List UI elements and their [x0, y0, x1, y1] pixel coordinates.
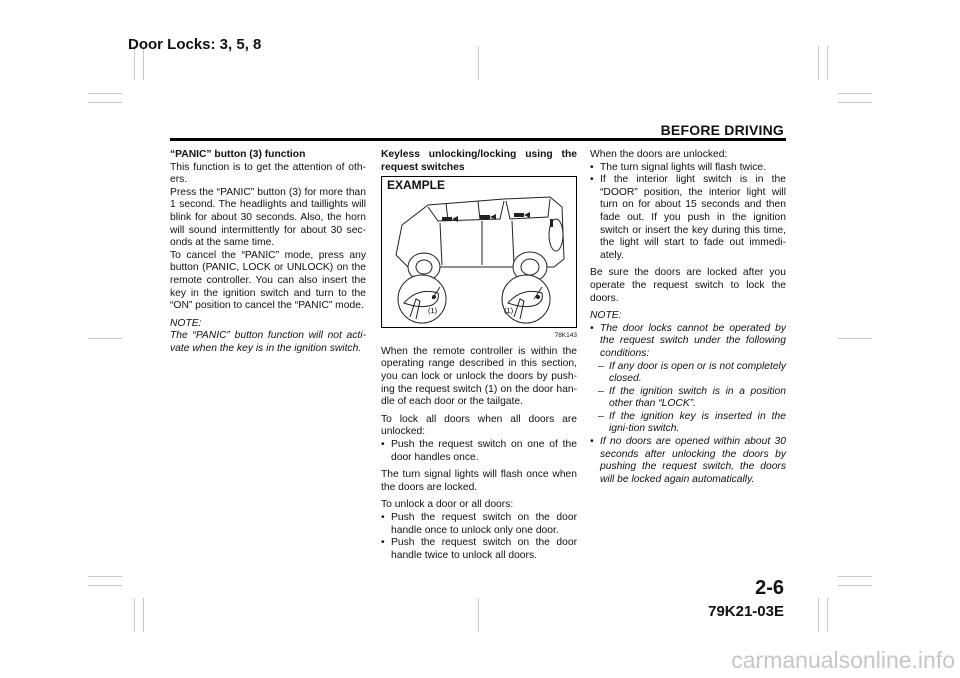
watermark: carmanualsonline.info — [731, 647, 955, 673]
crop-mark — [88, 338, 122, 339]
panic-para-2: Press the “PANIC” button (3) for more than 1 second. The headlights and taillights will blink for about 30 seconds. Also, the horn will sound intermittently for about 30 sec-onds at the same time. — [170, 186, 366, 249]
figure-code: 78K143 — [554, 332, 577, 340]
note-dash-1: – If any door is open or is not completely closed. — [590, 361, 786, 386]
keyless-para-4: To unlock a door or all doors: — [381, 499, 514, 511]
crop-mark — [478, 598, 479, 632]
chapter-reference: Door Locks: 3, 5, 8 — [128, 36, 262, 53]
unlocked-para: When the doors are unlocked: — [590, 149, 728, 160]
figure-label: EXAMPLE — [387, 178, 446, 193]
keyless-heading: Keyless unlocking/locking using the request switches — [381, 149, 577, 173]
callout-left: (1) — [428, 306, 438, 316]
section-title: BEFORE DRIVING — [660, 122, 784, 138]
crop-mark — [88, 585, 122, 586]
crop-mark — [134, 598, 135, 632]
column-right — [590, 149, 786, 486]
note-bullet-1: • The door locks cannot be operated by the request switch under the following conditions: — [590, 323, 786, 361]
panic-para-3: To cancel the “PANIC” mode, press any button (PANIC, LOCK or UNLOCK) on the remote controller. You can also insert the key in the ignition switch and turn to the “ON” position to cancel the “PANIC” mode. — [170, 249, 366, 312]
crop-mark — [818, 46, 819, 80]
locked-reminder: Be sure the doors are locked after you operate the request switch to lock the doors. — [590, 267, 786, 304]
column-middle — [381, 149, 577, 562]
note-bullet-2: • If no doors are opened within about 30 seconds after unlocking the doors by pushing the request switch, the doors will be locked again automatically. — [590, 436, 786, 486]
keyless-bullet-3: • Push the request switch on the door handle twice to unlock all doors. — [381, 537, 577, 562]
crop-mark — [88, 93, 122, 94]
crop-mark — [838, 338, 872, 339]
panic-heading: “PANIC” button (3) function — [170, 149, 306, 160]
crop-mark — [827, 46, 828, 80]
keyless-bullet-2: • Push the request switch on the door handle once to unlock only one door. — [381, 512, 577, 537]
example-figure — [381, 176, 577, 328]
note-text: The “PANIC” button function will not acti-vate when the key is in the ignition switch. — [170, 330, 366, 354]
note-label: NOTE: — [590, 310, 622, 322]
column-left — [170, 149, 366, 356]
document-code: 79K21-03E — [708, 603, 784, 620]
header-rule — [170, 138, 786, 141]
keyless-para-3: The turn signal lights will flash once when the doors are locked. — [381, 469, 577, 493]
crop-mark — [838, 102, 872, 103]
callout-right: (1) — [504, 306, 514, 316]
unlocked-bullet-1: • The turn signal lights will flash twice. — [590, 162, 786, 175]
crop-mark — [838, 93, 872, 94]
keyless-para-2: To lock all doors when all doors are unlocked: — [381, 413, 577, 438]
note-label: NOTE: — [170, 317, 202, 329]
crop-mark — [827, 598, 828, 632]
crop-mark — [818, 598, 819, 632]
crop-mark — [88, 102, 122, 103]
crop-mark — [88, 576, 122, 577]
crop-mark — [143, 598, 144, 632]
page-number: 2-6 — [755, 577, 784, 599]
crop-mark — [838, 585, 872, 586]
crop-mark — [478, 46, 479, 80]
keyless-bullet-1: • Push the request switch on one of the door handles once. — [381, 439, 577, 464]
crop-mark — [838, 576, 872, 577]
keyless-para-1: When the remote controller is within the operating range described in this section, you can lock or unlock the doors by push-ing the request switch (1) on the door han-dle of each door or the tailgate. — [381, 345, 577, 408]
vehicle-illustration — [382, 177, 576, 327]
note-dash-2: – If the ignition switch is in a position other than “LOCK”. — [590, 386, 786, 411]
unlocked-bullet-2: • If the interior light switch is in the “DOOR” position, the interior light will turn on for about 15 seconds and then fade out. If you push in the ignition switch or insert the key during this time, the light will start to fade out immedi-ately. — [590, 174, 786, 262]
note-dash-3: – If the ignition key is inserted in the igni-tion switch. — [590, 411, 786, 436]
panic-para-1: This function is to get the attention of oth-ers. — [170, 161, 366, 186]
